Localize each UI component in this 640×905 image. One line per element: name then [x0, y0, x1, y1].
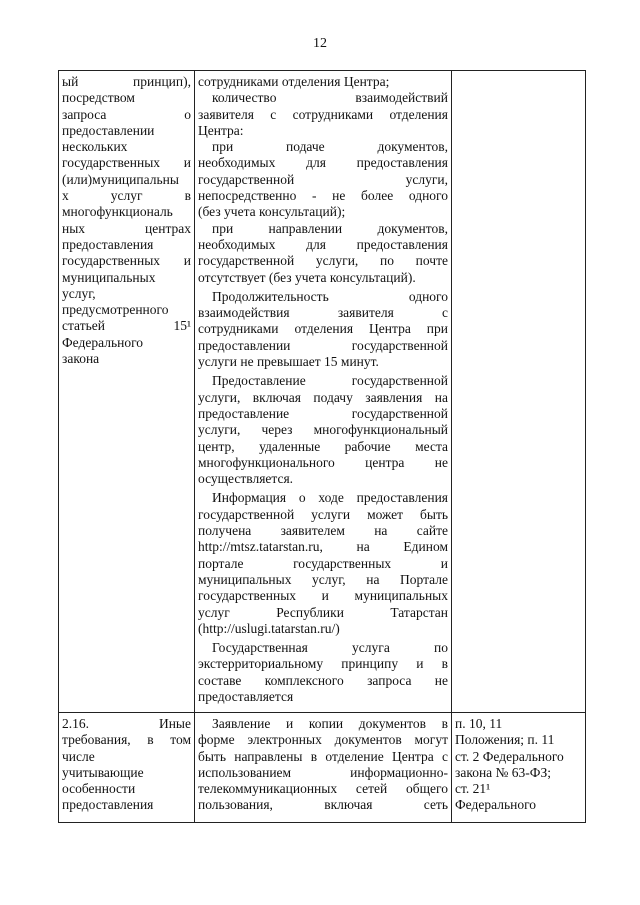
text-line: Государственная услуга по — [212, 640, 448, 656]
text-line: получена заявителем на сайте — [198, 523, 448, 539]
text-line: Положения; п. 11 — [455, 732, 555, 748]
text-line: взаимодействия заявителя с — [198, 305, 448, 321]
text-line: экстерриториальному принципу и в — [198, 656, 448, 672]
table-row — [59, 71, 586, 713]
text-line: количество взаимодействий — [212, 90, 448, 106]
text-line: государственной услуги может быть — [198, 506, 448, 522]
text-line: ый принцип), — [62, 74, 191, 89]
text-line: (без учета консультаций); — [198, 204, 346, 220]
text-line: услуги не превышает 15 минут. — [198, 354, 379, 370]
text-line: особенности — [62, 781, 136, 797]
text-line: Предоставление государственной — [212, 373, 448, 389]
text-line: Федерального — [455, 797, 537, 813]
text-line: нескольких — [62, 139, 128, 155]
row2-col3-text — [455, 716, 582, 814]
text-line: многофункциональ — [62, 204, 173, 220]
text-line: (http://uslugi.tatarstan.ru/) — [198, 620, 340, 636]
row1-col1-text — [62, 74, 191, 367]
row2-col2-text — [198, 716, 448, 814]
row1-basis-cell — [452, 71, 586, 713]
text-line: государственной услуги, — [198, 171, 448, 187]
row2-col1-text — [62, 716, 191, 814]
row2-requirement-cell — [59, 713, 195, 823]
text-line: необходимых для предоставления — [198, 155, 448, 171]
text-line: Продолжительность одного — [212, 288, 448, 304]
text-line: муниципальных — [62, 269, 156, 285]
text-line: запроса о — [62, 106, 191, 122]
text-line: форме электронных документов могут — [198, 732, 448, 748]
text-line: предоставляется — [198, 688, 294, 704]
text-line: ст. 2 Федерального — [455, 748, 564, 764]
text-line: 2.16. Иные — [62, 716, 191, 731]
text-line: использованием информационно- — [198, 764, 448, 780]
text-line: (или)муниципальны — [62, 171, 179, 187]
text-line: посредством — [62, 90, 135, 106]
regulation-table — [58, 70, 586, 823]
text-line: Информация о ходе предоставления — [212, 490, 448, 506]
text-line: государственных и муниципальных — [198, 588, 448, 604]
row2-basis-cell — [452, 713, 586, 823]
text-line: учитывающие — [62, 764, 144, 780]
text-line: составе комплексного запроса не — [198, 672, 448, 688]
text-line: государственных и — [62, 155, 191, 171]
row2-content-cell — [195, 713, 452, 823]
text-line: ст. 21¹ — [455, 781, 491, 797]
text-line: при подаче документов, — [212, 139, 448, 155]
text-line: сотрудниками отделения Центра при — [198, 321, 448, 337]
text-line: Заявление и копии документов в — [212, 716, 448, 731]
text-line: заявителя с сотрудниками отделения — [198, 106, 448, 122]
text-line: услуги, через многофункциональный — [198, 422, 448, 438]
text-line: предоставления — [62, 236, 154, 252]
text-line: сотрудниками отделения Центра; — [198, 74, 390, 89]
text-line: предусмотренного — [62, 302, 169, 318]
text-line: предоставление государственной — [198, 405, 448, 421]
text-line: быть направлены в отделение Центра с — [198, 748, 448, 764]
text-line: отсутствует (без учета консультаций). — [198, 269, 416, 285]
text-line: услуг Республики Татарстан — [198, 604, 448, 620]
text-line: телекоммуникационных сетей общего — [198, 781, 448, 797]
text-line: предоставлении — [62, 122, 155, 138]
text-line: центр, удаленные рабочие места — [198, 438, 448, 454]
text-line: необходимых для предоставления — [198, 236, 448, 252]
text-line: Федерального — [62, 334, 144, 350]
text-line: х услуг в — [62, 188, 191, 204]
text-line: требования, в том — [62, 732, 191, 748]
text-line: пользования, включая сеть — [198, 797, 448, 813]
text-line: закона № 63-ФЗ; — [455, 764, 551, 780]
row1-requirement-cell — [59, 71, 195, 713]
text-line: статьей 15¹ — [62, 318, 191, 334]
text-line: непосредственно - не более одного — [198, 188, 448, 204]
text-line: http://mtsz.tatarstan.ru, на Едином — [198, 539, 448, 555]
text-line: ных центрах — [62, 220, 191, 236]
text-line: государственных и — [62, 253, 191, 269]
text-line: осуществляется. — [198, 471, 294, 487]
text-line: предоставлении государственной — [198, 337, 448, 353]
text-line: многофункционального центра не — [198, 454, 448, 470]
text-line: Центра: — [198, 122, 244, 138]
table-row — [59, 713, 586, 823]
text-line: числе — [62, 748, 95, 764]
text-line: портале государственных и — [198, 555, 448, 571]
page-number: 12 — [313, 36, 327, 51]
text-line: предоставления — [62, 797, 154, 813]
text-line: услуги, включая подачу заявления на — [198, 389, 448, 405]
text-line: услуг, — [62, 285, 96, 301]
text-line: муниципальных услуг, на Портале — [198, 571, 448, 587]
text-line: п. 10, 11 — [455, 716, 503, 731]
text-line: при направлении документов, — [212, 220, 448, 236]
text-line: закона — [62, 351, 100, 367]
text-line: государственной услуги, по почте — [198, 253, 448, 269]
row1-content-cell — [195, 71, 452, 713]
row1-col2-text — [198, 74, 448, 705]
